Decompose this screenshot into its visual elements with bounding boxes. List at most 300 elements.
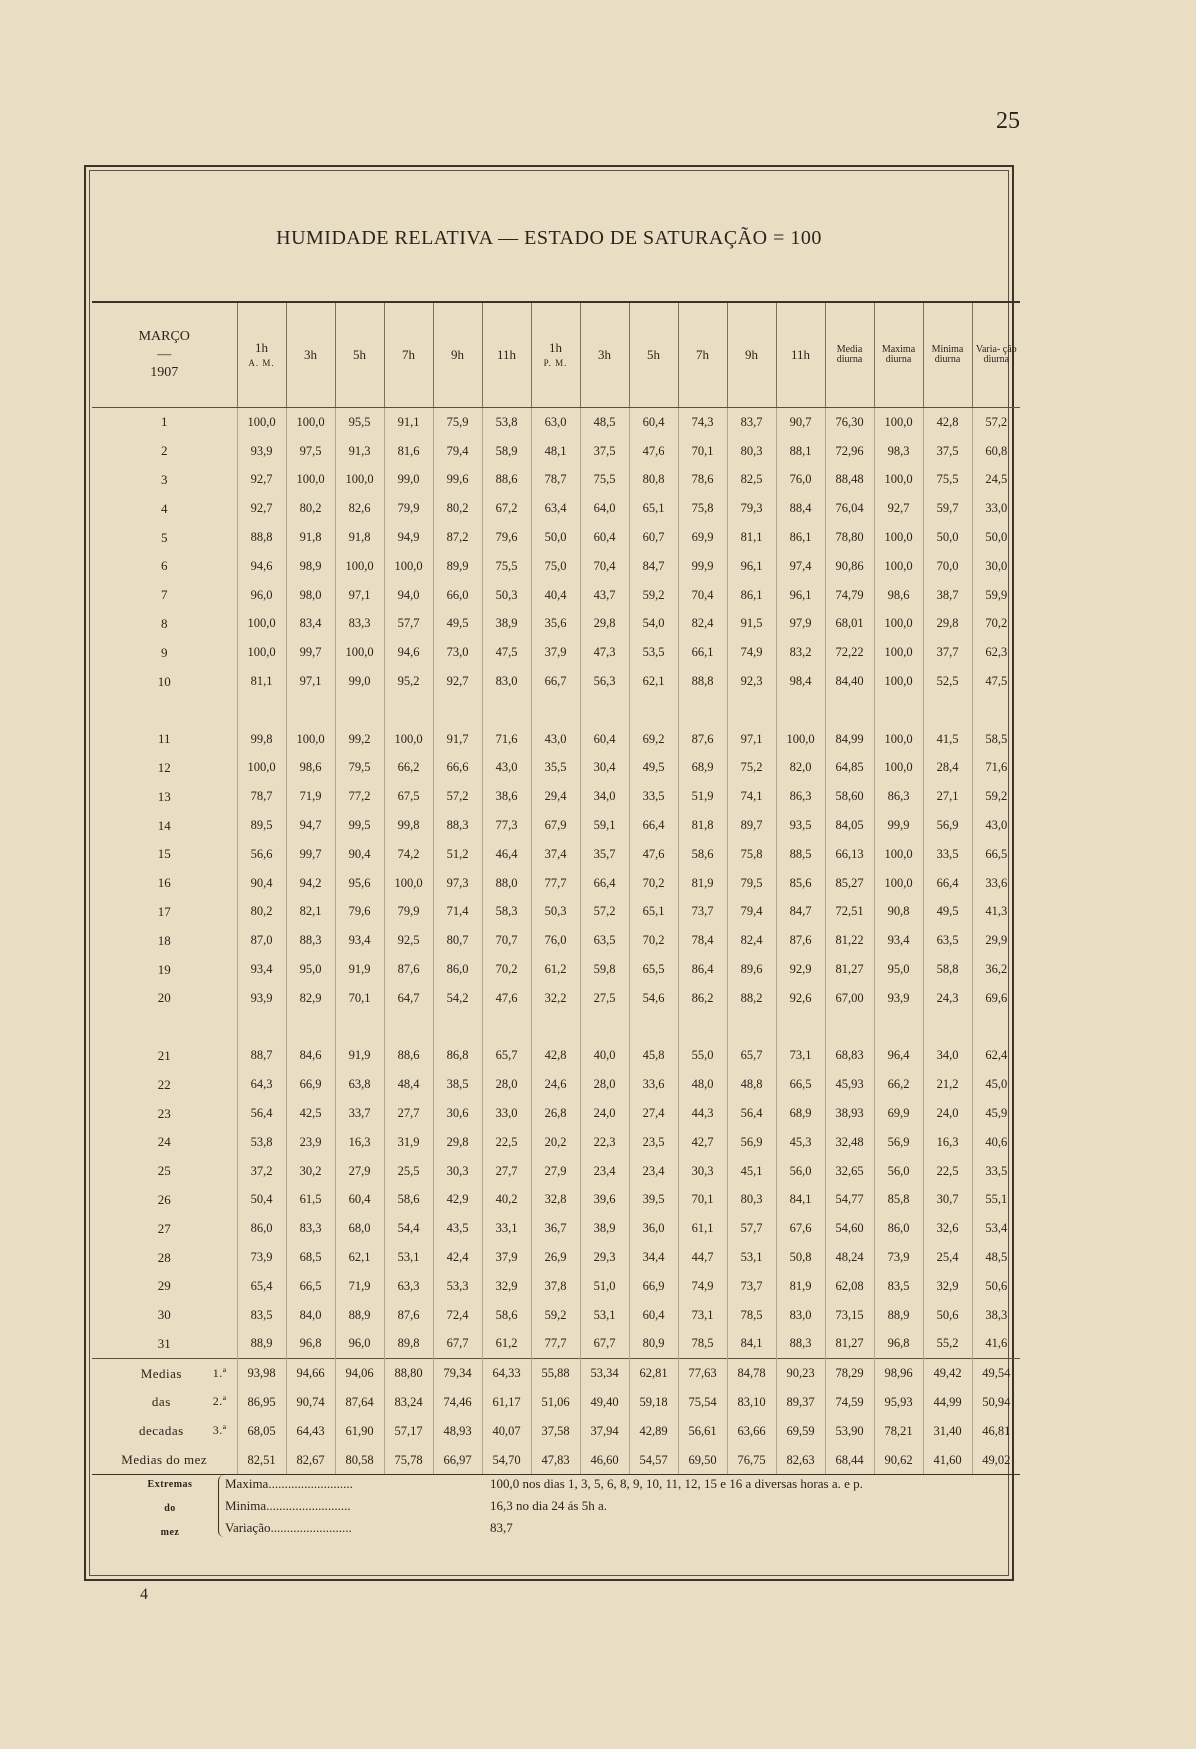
gap-cell (482, 696, 531, 725)
gap-cell (237, 696, 286, 725)
hour-label: 5h (353, 346, 366, 362)
value-cell: 54,77 (825, 1186, 874, 1215)
value-cell: 93,5 (776, 811, 825, 840)
day-number: 3 (161, 471, 168, 487)
decada-ordinal: 1.ª (212, 1365, 227, 1380)
value-cell: 83,4 (286, 610, 335, 639)
value-cell: 88,6 (482, 466, 531, 495)
value-cell: 40,6 (972, 1128, 1020, 1157)
value-cell: 81,22 (825, 926, 874, 955)
value-cell: 34,0 (580, 782, 629, 811)
value-cell: 61,5 (286, 1186, 335, 1215)
value-cell: 50,4 (237, 1186, 286, 1215)
value-cell: 100,0 (286, 408, 335, 437)
value-cell: 35,6 (531, 610, 580, 639)
header-hour-1pm (531, 302, 580, 408)
value-cell: 29,8 (580, 610, 629, 639)
gap-cell (580, 1013, 629, 1042)
value-cell: 56,9 (923, 811, 972, 840)
value-cell: 100,0 (237, 610, 286, 639)
value-cell: 81,27 (825, 1330, 874, 1359)
value-cell: 100,0 (874, 754, 923, 783)
value-cell: 88,8 (237, 523, 286, 552)
value-cell: 56,4 (237, 1099, 286, 1128)
value-cell: 79,9 (384, 494, 433, 523)
value-cell: 30,3 (433, 1157, 482, 1186)
media-diurna-label: Media diurna (836, 343, 863, 365)
value-cell: 33,5 (972, 1157, 1020, 1186)
medias-mez-value: 54,57 (629, 1446, 678, 1475)
hour-label: 11h (790, 346, 811, 362)
decada-value: 89,37 (776, 1388, 825, 1417)
header-month: MARÇO (138, 328, 190, 344)
value-cell: 38,9 (580, 1214, 629, 1243)
gap-cell (286, 1013, 335, 1042)
decada-value: 56,61 (678, 1417, 727, 1446)
gap-cell (776, 696, 825, 725)
gap-cell (972, 696, 1020, 725)
decada-value: 94,66 (286, 1359, 335, 1388)
page-title: HUMIDADE RELATIVA — ESTADO DE SATURAÇÃO = 100 (276, 227, 822, 249)
value-cell: 100,0 (874, 466, 923, 495)
value-cell: 69,9 (874, 1099, 923, 1128)
value-cell: 40,4 (531, 581, 580, 610)
value-cell: 100,0 (237, 638, 286, 667)
value-cell: 98,3 (874, 437, 923, 466)
value-cell: 68,5 (286, 1243, 335, 1272)
day-number: 20 (157, 990, 171, 1006)
value-cell: 79,6 (335, 898, 384, 927)
gap-cell (580, 696, 629, 725)
header-dash: — (157, 346, 172, 362)
value-cell: 51,2 (433, 840, 482, 869)
header-hour-1am (237, 302, 286, 408)
extremes-label-line: do (164, 1503, 176, 1514)
hour-label: 7h (402, 346, 415, 362)
decada-value: 61,90 (335, 1417, 384, 1446)
table-row (92, 667, 1020, 696)
value-cell: 24,6 (531, 1070, 580, 1099)
value-cell: 33,6 (972, 869, 1020, 898)
gap-cell (531, 1013, 580, 1042)
value-cell: 82,9 (286, 984, 335, 1013)
gap-cell (433, 696, 482, 725)
header-hour-5am (335, 302, 384, 408)
value-cell: 27,9 (531, 1157, 580, 1186)
value-cell: 90,7 (776, 408, 825, 437)
value-cell: 68,9 (776, 1099, 825, 1128)
value-cell: 43,5 (433, 1214, 482, 1243)
value-cell: 66,5 (972, 840, 1020, 869)
value-cell: 30,6 (433, 1099, 482, 1128)
value-cell: 86,1 (727, 581, 776, 610)
decada-label-text: das (151, 1394, 171, 1410)
day-number: 10 (157, 673, 171, 689)
value-cell: 84,40 (825, 667, 874, 696)
value-cell: 84,7 (629, 552, 678, 581)
value-cell: 28,0 (482, 1070, 531, 1099)
value-cell: 95,2 (384, 667, 433, 696)
table-row (92, 1214, 1020, 1243)
humidity-table (92, 301, 1020, 1475)
table-row (92, 926, 1020, 955)
value-cell: 91,8 (286, 523, 335, 552)
value-cell: 81,1 (727, 523, 776, 552)
value-cell: 99,6 (433, 466, 482, 495)
value-cell: 95,5 (335, 408, 384, 437)
medias-mez-value: 54,70 (482, 1446, 531, 1475)
value-cell: 76,0 (531, 926, 580, 955)
value-cell: 60,8 (972, 437, 1020, 466)
value-cell: 27,7 (482, 1157, 531, 1186)
value-cell: 68,9 (678, 754, 727, 783)
value-cell: 54,2 (433, 984, 482, 1013)
value-cell: 56,4 (727, 1099, 776, 1128)
extreme-minima-label: Minima.......................... (225, 1498, 351, 1513)
value-cell: 41,6 (972, 1330, 1020, 1359)
value-cell: 46,4 (482, 840, 531, 869)
value-cell: 58,9 (482, 437, 531, 466)
value-cell: 50,3 (482, 581, 531, 610)
value-cell: 70,1 (678, 1186, 727, 1215)
value-cell: 27,1 (923, 782, 972, 811)
value-cell: 66,7 (531, 667, 580, 696)
value-cell: 97,3 (433, 869, 482, 898)
value-cell: 57,7 (727, 1214, 776, 1243)
value-cell: 37,2 (237, 1157, 286, 1186)
value-cell: 95,0 (874, 955, 923, 984)
value-cell: 39,5 (629, 1186, 678, 1215)
value-cell: 91,5 (727, 610, 776, 639)
value-cell: 65,7 (727, 1042, 776, 1071)
value-cell: 37,9 (482, 1243, 531, 1272)
value-cell: 100,0 (335, 552, 384, 581)
day-number: 24 (157, 1134, 171, 1150)
value-cell: 62,1 (629, 667, 678, 696)
value-cell: 96,4 (874, 1042, 923, 1071)
value-cell: 80,9 (629, 1330, 678, 1359)
decada-value: 93,98 (237, 1359, 286, 1388)
day-number: 26 (157, 1191, 171, 1207)
value-cell: 76,30 (825, 408, 874, 437)
value-cell: 81,6 (384, 437, 433, 466)
table-row (92, 1157, 1020, 1186)
value-cell: 83,3 (335, 610, 384, 639)
value-cell: 53,3 (433, 1272, 482, 1301)
value-cell: 83,3 (286, 1214, 335, 1243)
maxima-diurna-label: Maxima diurna (881, 343, 916, 365)
value-cell: 57,7 (384, 610, 433, 639)
medias-mez-value: 82,51 (237, 1446, 286, 1475)
value-cell: 37,5 (580, 437, 629, 466)
medias-mez-value: 46,60 (580, 1446, 629, 1475)
value-cell: 83,5 (874, 1272, 923, 1301)
decada-value: 49,42 (923, 1359, 972, 1388)
value-cell: 56,0 (874, 1157, 923, 1186)
value-cell: 96,1 (727, 552, 776, 581)
value-cell: 40,0 (580, 1042, 629, 1071)
value-cell: 42,9 (433, 1186, 482, 1215)
decada-value: 63,66 (727, 1417, 776, 1446)
value-cell: 93,4 (874, 926, 923, 955)
value-cell: 88,0 (482, 869, 531, 898)
value-cell: 67,5 (384, 782, 433, 811)
decada-label-text: decadas (139, 1423, 184, 1439)
value-cell: 72,22 (825, 638, 874, 667)
value-cell: 80,3 (727, 437, 776, 466)
value-cell: 75,5 (580, 466, 629, 495)
value-cell: 90,4 (335, 840, 384, 869)
value-cell: 99,7 (286, 840, 335, 869)
table-row (92, 1243, 1020, 1272)
value-cell: 65,4 (237, 1272, 286, 1301)
value-cell: 80,8 (629, 466, 678, 495)
value-cell: 79,3 (727, 494, 776, 523)
decade-gap (92, 1013, 1020, 1042)
gap-cell (825, 1013, 874, 1042)
value-cell: 67,7 (580, 1330, 629, 1359)
value-cell: 75,5 (923, 466, 972, 495)
value-cell: 62,4 (972, 1042, 1020, 1071)
value-cell: 86,3 (776, 782, 825, 811)
value-cell: 32,2 (531, 984, 580, 1013)
value-cell: 89,5 (237, 811, 286, 840)
value-cell: 99,9 (874, 811, 923, 840)
value-cell: 34,0 (923, 1042, 972, 1071)
decada-value: 83,24 (384, 1388, 433, 1417)
decada-value: 49,40 (580, 1388, 629, 1417)
value-cell: 95,0 (286, 955, 335, 984)
value-cell: 70,2 (629, 926, 678, 955)
value-cell: 31,9 (384, 1128, 433, 1157)
value-cell: 100,0 (335, 466, 384, 495)
value-cell: 27,4 (629, 1099, 678, 1128)
table-row (92, 955, 1020, 984)
gap-cell (923, 1013, 972, 1042)
gap-cell (92, 1013, 237, 1042)
value-cell: 58,5 (972, 725, 1020, 754)
value-cell: 55,2 (923, 1330, 972, 1359)
value-cell: 77,2 (335, 782, 384, 811)
table-frame (84, 165, 1017, 1581)
decada-value: 74,59 (825, 1388, 874, 1417)
table-row (92, 754, 1020, 783)
decada-value: 90,23 (776, 1359, 825, 1388)
value-cell: 57,2 (972, 408, 1020, 437)
medias-mez-value: 66,97 (433, 1446, 482, 1475)
hour-label: 1h (549, 339, 562, 355)
value-cell: 51,9 (678, 782, 727, 811)
medias-mez-label: Medias do mez (92, 1446, 237, 1475)
day-number: 21 (157, 1047, 171, 1063)
value-cell: 22,3 (580, 1128, 629, 1157)
extreme-minima-row (225, 1495, 607, 1517)
value-cell: 47,3 (580, 638, 629, 667)
decada-value: 59,18 (629, 1388, 678, 1417)
value-cell: 86,8 (433, 1042, 482, 1071)
value-cell: 71,4 (433, 898, 482, 927)
value-cell: 61,1 (678, 1214, 727, 1243)
value-cell: 52,5 (923, 667, 972, 696)
table-row (92, 552, 1020, 581)
value-cell: 88,48 (825, 466, 874, 495)
value-cell: 69,6 (972, 984, 1020, 1013)
value-cell: 75,8 (727, 840, 776, 869)
value-cell: 59,2 (972, 782, 1020, 811)
value-cell: 70,2 (629, 869, 678, 898)
value-cell: 80,3 (727, 1186, 776, 1215)
medias-mez-value: 80,58 (335, 1446, 384, 1475)
value-cell: 73,15 (825, 1301, 874, 1330)
header-hour-9pm (727, 302, 776, 408)
value-cell: 92,5 (384, 926, 433, 955)
decada-value: 84,78 (727, 1359, 776, 1388)
value-cell: 80,2 (237, 898, 286, 927)
value-cell: 22,5 (482, 1128, 531, 1157)
value-cell: 50,0 (531, 523, 580, 552)
decada-value: 94,06 (335, 1359, 384, 1388)
value-cell: 90,86 (825, 552, 874, 581)
table-row (92, 1186, 1020, 1215)
day-number: 4 (161, 500, 168, 516)
minima-diurna-label: Minima diurna (931, 343, 964, 365)
value-cell: 70,4 (580, 552, 629, 581)
decada-value: 49,54 (972, 1359, 1020, 1388)
decada-value: 78,29 (825, 1359, 874, 1388)
table-row (92, 1301, 1020, 1330)
value-cell: 86,3 (874, 782, 923, 811)
value-cell: 64,3 (237, 1070, 286, 1099)
value-cell: 97,9 (776, 610, 825, 639)
value-cell: 88,7 (237, 1042, 286, 1071)
value-cell: 32,8 (531, 1186, 580, 1215)
value-cell: 29,8 (433, 1128, 482, 1157)
value-cell: 29,9 (972, 926, 1020, 955)
hour-label: 1h (255, 339, 268, 355)
header-media-diurna (825, 302, 874, 408)
value-cell: 59,2 (531, 1301, 580, 1330)
table-row (92, 581, 1020, 610)
value-cell: 73,9 (237, 1243, 286, 1272)
value-cell: 22,5 (923, 1157, 972, 1186)
gap-cell (531, 696, 580, 725)
value-cell: 98,6 (874, 581, 923, 610)
value-cell: 66,5 (286, 1272, 335, 1301)
value-cell: 68,01 (825, 610, 874, 639)
gap-cell (825, 696, 874, 725)
value-cell: 73,9 (874, 1243, 923, 1272)
extremes-label-line: mez (160, 1527, 180, 1538)
value-cell: 99,9 (678, 552, 727, 581)
value-cell: 44,3 (678, 1099, 727, 1128)
value-cell: 100,0 (384, 869, 433, 898)
value-cell: 45,0 (972, 1070, 1020, 1099)
value-cell: 54,4 (384, 1214, 433, 1243)
table-row (92, 437, 1020, 466)
value-cell: 82,0 (776, 754, 825, 783)
table-row (92, 466, 1020, 495)
value-cell: 50,0 (923, 523, 972, 552)
value-cell: 58,3 (482, 898, 531, 927)
value-cell: 80,7 (433, 926, 482, 955)
value-cell: 93,9 (237, 984, 286, 1013)
day-number: 28 (157, 1249, 171, 1265)
decada-ordinal: 2.ª (212, 1394, 227, 1409)
value-cell: 32,9 (923, 1272, 972, 1301)
decada-value: 77,63 (678, 1359, 727, 1388)
table-row (92, 610, 1020, 639)
value-cell: 100,0 (384, 552, 433, 581)
value-cell: 42,7 (678, 1128, 727, 1157)
value-cell: 88,9 (237, 1330, 286, 1359)
value-cell: 56,9 (727, 1128, 776, 1157)
value-cell: 82,5 (727, 466, 776, 495)
value-cell: 34,4 (629, 1243, 678, 1272)
value-cell: 59,9 (972, 581, 1020, 610)
gap-cell (923, 696, 972, 725)
value-cell: 78,5 (678, 1330, 727, 1359)
gap-cell (286, 696, 335, 725)
value-cell: 42,8 (531, 1042, 580, 1071)
value-cell: 88,3 (776, 1330, 825, 1359)
gap-cell (972, 1013, 1020, 1042)
table-inner-frame (89, 170, 1017, 1576)
value-cell: 42,5 (286, 1099, 335, 1128)
value-cell: 42,8 (923, 408, 972, 437)
value-cell: 50,6 (972, 1272, 1020, 1301)
value-cell: 100,0 (874, 610, 923, 639)
value-cell: 58,60 (825, 782, 874, 811)
value-cell: 45,8 (629, 1042, 678, 1071)
extreme-variacao-label: Variação......................... (225, 1520, 352, 1535)
day-number: 17 (157, 903, 171, 919)
value-cell: 33,5 (629, 782, 678, 811)
value-cell: 43,0 (531, 725, 580, 754)
value-cell: 70,0 (923, 552, 972, 581)
value-cell: 25,4 (923, 1243, 972, 1272)
header-variacao-diurna (972, 302, 1020, 408)
table-row (92, 782, 1020, 811)
table-row (92, 638, 1020, 667)
day-number: 12 (157, 759, 171, 775)
value-cell: 96,1 (776, 581, 825, 610)
value-cell: 88,6 (384, 1042, 433, 1071)
value-cell: 95,6 (335, 869, 384, 898)
value-cell: 92,7 (237, 466, 286, 495)
gap-cell (335, 1013, 384, 1042)
value-cell: 58,6 (384, 1186, 433, 1215)
day-number: 31 (157, 1335, 171, 1351)
value-cell: 66,4 (580, 869, 629, 898)
extreme-minima-value: 16,3 no dia 24 ás 5h a. (490, 1498, 607, 1513)
day-number: 13 (157, 788, 171, 804)
value-cell: 28,0 (580, 1070, 629, 1099)
header-hour-7am (384, 302, 433, 408)
gap-cell (678, 696, 727, 725)
value-cell: 74,3 (678, 408, 727, 437)
medias-mez-value: 47,83 (531, 1446, 580, 1475)
value-cell: 66,2 (384, 754, 433, 783)
value-cell: 24,0 (923, 1099, 972, 1128)
value-cell: 91,3 (335, 437, 384, 466)
value-cell: 66,4 (629, 811, 678, 840)
value-cell: 94,9 (384, 523, 433, 552)
value-cell: 66,9 (629, 1272, 678, 1301)
table-row (92, 1070, 1020, 1099)
value-cell: 76,04 (825, 494, 874, 523)
value-cell: 88,3 (286, 926, 335, 955)
gap-cell (629, 1013, 678, 1042)
